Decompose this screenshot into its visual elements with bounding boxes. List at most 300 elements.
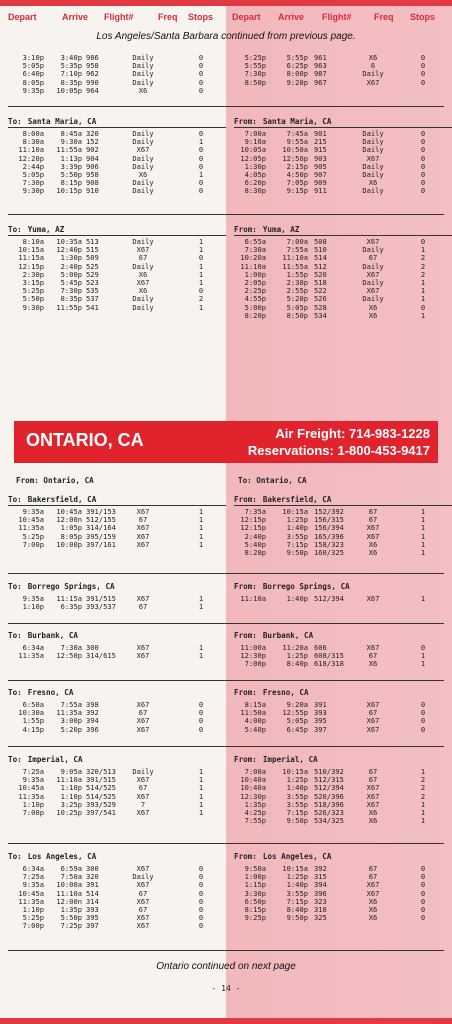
frequency: Daily — [132, 129, 154, 138]
depart-time: 5:00p — [244, 302, 266, 312]
flight-number: 525 — [86, 261, 99, 271]
arrive-time: 8:40p — [286, 904, 308, 914]
stops: 0 — [420, 708, 426, 718]
stops: 0 — [198, 85, 204, 95]
frequency: Daily — [362, 245, 384, 255]
frequency: X67 — [136, 539, 150, 549]
arrive-time: 7:30a — [60, 643, 82, 652]
frequency: X67 — [136, 807, 150, 817]
table-row — [234, 62, 452, 70]
stops: 1 — [420, 659, 426, 669]
table-row — [234, 914, 452, 922]
route-prefix: From: — [234, 117, 257, 126]
frequency: X67 — [136, 921, 150, 931]
frequency: X67 — [366, 77, 380, 87]
frequency: X67 — [366, 531, 380, 541]
table-row — [234, 595, 452, 603]
continuation-left — [8, 52, 226, 95]
section-from-santa-maria — [234, 116, 452, 196]
table-row — [234, 898, 452, 906]
route-name: Burbank, CA — [27, 631, 79, 640]
arrive-time: 7:55a — [60, 700, 82, 709]
flight-number: 963 — [314, 61, 327, 71]
arrive-time: 11:10a — [56, 775, 82, 785]
depart-time: 7:35a — [244, 507, 266, 516]
frequency: X67 — [136, 716, 150, 726]
schedule-rows — [234, 768, 452, 825]
flight-number: 156/315 — [314, 515, 344, 525]
flight-number: 394 — [86, 716, 99, 726]
depart-time: 6:34a — [22, 643, 44, 652]
stops: 1 — [198, 791, 204, 801]
flight-number: 510/392 — [314, 767, 344, 776]
depart-time: 10:40a — [240, 775, 266, 785]
depart-time: 8:50p — [244, 77, 266, 87]
table-row — [234, 709, 452, 717]
frequency: X6 — [138, 269, 148, 279]
frequency: X6 — [368, 53, 378, 62]
route-name: Los Angeles, CA — [262, 852, 332, 861]
depart-time: 2:25p — [244, 286, 266, 296]
table-row — [234, 726, 452, 734]
stops: 1 — [198, 539, 204, 549]
frequency: X67 — [136, 531, 150, 541]
flight-number: 393 — [86, 904, 99, 914]
header-arrive-left: Arrive — [62, 12, 89, 22]
stops: 0 — [198, 724, 204, 734]
arrive-time: 1:35p — [60, 904, 82, 914]
frequency: Daily — [132, 178, 154, 188]
frequency: X6 — [368, 896, 378, 906]
depart-time: 6:20p — [244, 178, 266, 188]
stops: 0 — [198, 186, 204, 196]
table-row — [234, 279, 452, 287]
frequency: X67 — [366, 237, 380, 246]
flight-number: 397 — [86, 921, 99, 931]
stops: 1 — [420, 767, 426, 776]
arrive-time: 1:05p — [60, 523, 82, 533]
depart-time: 11:35a — [18, 651, 44, 661]
frequency: Daily — [362, 294, 384, 304]
depart-time: 7:30p — [22, 178, 44, 188]
flight-number: 608/315 — [314, 651, 344, 661]
flight-number: 528 — [314, 302, 327, 312]
route-name: Yuma, AZ — [262, 225, 300, 234]
table-row — [234, 130, 452, 138]
flight-number: 392 — [86, 708, 99, 718]
frequency: X67 — [366, 153, 380, 163]
frequency: X67 — [136, 896, 150, 906]
table-row — [8, 809, 226, 817]
depart-time: 4:05p — [244, 169, 266, 179]
flight-number: 314/164 — [86, 523, 116, 533]
arrive-time: 1:30p — [60, 253, 82, 263]
frequency: Daily — [132, 767, 154, 776]
depart-time: 7:00a — [244, 767, 266, 776]
section-to-santa-maria — [8, 116, 226, 196]
table-row — [234, 146, 452, 154]
table-row — [234, 865, 452, 873]
depart-time: 10:20a — [240, 253, 266, 263]
route-title — [8, 851, 226, 863]
stops: 0 — [420, 302, 426, 312]
arrive-time: 11:55p — [56, 302, 82, 312]
table-row — [234, 263, 452, 271]
depart-time: 9:35a — [22, 880, 44, 890]
stops: 0 — [198, 864, 204, 873]
frequency: X6 — [368, 659, 378, 669]
section-divider — [8, 746, 444, 747]
table-row — [8, 922, 226, 930]
arrive-time: 11:15a — [56, 594, 82, 603]
frequency: 67 — [368, 708, 378, 718]
arrive-time: 10:15a — [282, 864, 308, 873]
section-from-imperial — [234, 754, 452, 825]
flight-number: 962 — [86, 69, 99, 79]
route-title — [8, 581, 226, 593]
flight-number: 534/325 — [314, 816, 344, 826]
header-depart-left: Depart — [8, 12, 37, 22]
frequency: 67 — [138, 888, 148, 898]
flight-number: 911 — [314, 186, 327, 196]
arrive-time: 7:55a — [286, 245, 308, 255]
frequency: X67 — [366, 880, 380, 890]
table-row — [234, 549, 452, 557]
stops: 0 — [198, 61, 204, 71]
flight-number: 512/315 — [314, 775, 344, 785]
arrive-time: 5:55p — [286, 53, 308, 62]
flight-number: 391 — [86, 880, 99, 890]
depart-time: 12:30p — [240, 791, 266, 801]
arrive-time: 7:45a — [286, 129, 308, 138]
table-row — [234, 70, 452, 78]
header-freq-left: Freq — [158, 12, 178, 22]
depart-time: 5:50p — [22, 294, 44, 304]
depart-time: 5:05p — [22, 61, 44, 71]
flight-number: 513 — [86, 237, 99, 246]
frequency: Daily — [362, 161, 384, 171]
stops: 1 — [198, 594, 204, 603]
frequency: Daily — [132, 53, 154, 62]
flight-number: 323 — [314, 896, 327, 906]
depart-time: 5:55p — [244, 61, 266, 71]
depart-time: 3:10p — [22, 53, 44, 62]
flight-number: 156/394 — [314, 523, 344, 533]
depart-time: 8:00a — [22, 129, 44, 138]
arrive-time: 11:35a — [56, 708, 82, 718]
stops: 1 — [420, 277, 426, 287]
arrive-time: 9:30a — [60, 137, 82, 147]
frequency: 67 — [138, 253, 148, 263]
flight-number: 537 — [86, 294, 99, 304]
stops: 1 — [198, 523, 204, 533]
depart-time: 10:15a — [18, 245, 44, 255]
route-prefix: From: — [234, 852, 257, 861]
flight-number: 987 — [314, 69, 327, 79]
table-row — [234, 179, 452, 187]
table-row — [234, 295, 452, 303]
flight-number: 909 — [314, 178, 327, 188]
arrive-time: 10:45a — [56, 507, 82, 516]
route-name: Fresno, CA — [27, 688, 74, 697]
flight-number: 520 — [314, 269, 327, 279]
section-to-los-angeles — [8, 851, 226, 931]
column-header-row — [0, 12, 452, 26]
frequency: Daily — [132, 294, 154, 304]
section-divider — [8, 106, 444, 107]
depart-time: 1:10p — [22, 602, 44, 612]
depart-time: 9:30p — [22, 302, 44, 312]
route-name: Imperial, CA — [262, 755, 318, 764]
arrive-time: 10:15a — [282, 767, 308, 776]
arrive-time: 7:05p — [286, 178, 308, 188]
stops: 1 — [198, 269, 204, 279]
flight-number: 152 — [86, 137, 99, 147]
arrive-time: 7:10p — [60, 69, 82, 79]
depart-time: 8:20p — [244, 310, 266, 320]
arrive-time: 7:30p — [60, 286, 82, 296]
stops: 2 — [420, 269, 426, 279]
depart-time: 11:35a — [18, 523, 44, 533]
flight-number: 160/325 — [314, 547, 344, 557]
arrive-time: 3:55p — [286, 799, 308, 809]
frequency: X67 — [136, 523, 150, 533]
depart-time: 6:55a — [244, 237, 266, 246]
table-row — [234, 155, 452, 163]
stops: 1 — [198, 651, 204, 661]
arrive-time: 12:55p — [282, 708, 308, 718]
frequency: Daily — [132, 237, 154, 246]
depart-time: 2:05p — [244, 277, 266, 287]
stops: 1 — [198, 507, 204, 516]
stops: 0 — [198, 286, 204, 296]
depart-time: 9:35p — [22, 85, 44, 95]
stops: 0 — [198, 69, 204, 79]
route-title — [8, 224, 226, 236]
schedule-rows — [234, 701, 452, 734]
route-prefix: To: — [8, 852, 22, 861]
flight-number: 990 — [86, 77, 99, 87]
flight-number: 320 — [86, 129, 99, 138]
depart-time: 1:10p — [22, 904, 44, 914]
table-row — [234, 238, 452, 246]
depart-time: 7:00a — [244, 129, 266, 138]
flight-number: 522 — [314, 286, 327, 296]
route-prefix: From: — [234, 582, 257, 591]
arrive-time: 7:50a — [60, 872, 82, 882]
frequency: Daily — [362, 129, 384, 138]
frequency: X67 — [136, 507, 150, 516]
arrive-time: 9:50p — [286, 816, 308, 826]
depart-time: 8:20p — [244, 547, 266, 557]
arrive-time: 1:40p — [286, 783, 308, 793]
table-row — [234, 138, 452, 146]
section-to-burbank — [8, 630, 226, 660]
arrive-time: 10:35a — [56, 237, 82, 246]
frequency: X67 — [366, 286, 380, 296]
depart-time: 5:25p — [244, 53, 266, 62]
frequency: X6 — [138, 286, 148, 296]
route-title — [234, 494, 452, 506]
stops: 0 — [198, 161, 204, 171]
table-row — [234, 881, 452, 889]
route-prefix: To: — [8, 582, 22, 591]
frequency: X67 — [136, 643, 150, 652]
header-freq-right: Freq — [374, 12, 394, 22]
depart-time: 5:05p — [22, 169, 44, 179]
section-to-imperial — [8, 754, 226, 817]
arrive-time: 9:20p — [286, 77, 308, 87]
frequency: Daily — [362, 137, 384, 147]
route-title — [234, 851, 452, 863]
arrive-time: 5:50p — [60, 169, 82, 179]
flight-number: 395 — [314, 716, 327, 726]
frequency: Daily — [362, 69, 384, 79]
section-divider — [8, 950, 444, 951]
table-row — [8, 304, 226, 312]
frequency: 67 — [368, 507, 378, 516]
table-row — [234, 163, 452, 171]
schedule-rows — [8, 595, 226, 611]
flight-number: 391/515 — [86, 775, 116, 785]
flight-number: 314/615 — [86, 651, 116, 661]
depart-time: 5:40p — [244, 724, 266, 734]
frequency: 67 — [368, 872, 378, 882]
frequency: 67 — [368, 775, 378, 785]
stops: 0 — [420, 53, 426, 62]
frequency: X67 — [366, 799, 380, 809]
flight-number: 964 — [86, 85, 99, 95]
arrive-time: 8:50p — [286, 310, 308, 320]
depart-time: 1:55p — [22, 716, 44, 726]
route-prefix: To: — [8, 755, 22, 764]
depart-time: 7:55p — [244, 816, 266, 826]
schedule-rows — [8, 701, 226, 734]
flight-number: 903 — [314, 153, 327, 163]
stops: 1 — [420, 799, 426, 809]
frequency: X67 — [366, 724, 380, 734]
section-from-bakersfield — [234, 494, 452, 557]
flight-number: 910 — [86, 186, 99, 196]
frequency: 67 — [368, 515, 378, 525]
frequency: Daily — [132, 302, 154, 312]
depart-time: 12:15p — [240, 523, 266, 533]
arrive-time: 7:00a — [286, 237, 308, 246]
header-flight-left: Flight# — [104, 12, 134, 22]
arrive-time: 9:50p — [286, 547, 308, 557]
flight-number: 902 — [86, 145, 99, 155]
arrive-time: 1:10p — [60, 783, 82, 793]
stops: 1 — [198, 783, 204, 793]
frequency: Daily — [132, 77, 154, 87]
frequency: Daily — [132, 872, 154, 882]
frequency: 67 — [138, 708, 148, 718]
arrive-time: 9:50p — [286, 913, 308, 923]
stops: 0 — [198, 53, 204, 62]
table-row — [234, 171, 452, 179]
route-title — [8, 494, 226, 506]
arrive-time: 11:55a — [56, 145, 82, 155]
stops: 0 — [420, 161, 426, 171]
arrive-time: 12:50p — [56, 651, 82, 661]
flight-number: 318 — [314, 904, 327, 914]
flight-number: 908 — [86, 178, 99, 188]
stops: 1 — [198, 643, 204, 652]
table-row — [234, 906, 452, 914]
stops: 1 — [198, 302, 204, 312]
route-title — [234, 687, 452, 699]
route-title — [234, 224, 452, 236]
frequency: X67 — [136, 277, 150, 287]
flight-number: 396 — [314, 888, 327, 898]
stops: 1 — [198, 245, 204, 255]
flight-number: 512 — [314, 261, 327, 271]
stops: 0 — [198, 145, 204, 155]
depart-time: 8:10a — [22, 237, 44, 246]
stops: 0 — [420, 237, 426, 246]
arrive-time: 10:00a — [56, 880, 82, 890]
table-row — [234, 873, 452, 881]
schedule-rows — [234, 54, 452, 87]
route-title — [8, 754, 226, 766]
flight-number: 395/159 — [86, 531, 116, 541]
arrive-time: 3:55p — [286, 531, 308, 541]
arrive-time: 11:10a — [56, 888, 82, 898]
stops: 0 — [198, 77, 204, 87]
arrive-time: 11:20a — [282, 643, 308, 652]
route-prefix: From: — [234, 495, 257, 504]
stops: 0 — [420, 724, 426, 734]
frequency: Daily — [362, 169, 384, 179]
table-row — [234, 246, 452, 254]
flight-number: 398 — [86, 700, 99, 709]
section-from-borrego-springs — [234, 581, 452, 603]
depart-time: 3:15p — [22, 277, 44, 287]
arrive-time: 8:35p — [60, 77, 82, 87]
frequency: 67 — [368, 651, 378, 661]
flight-number: 397/541 — [86, 807, 116, 817]
depart-time: 5:40p — [244, 539, 266, 549]
route-title — [234, 754, 452, 766]
frequency: X67 — [366, 783, 380, 793]
depart-time: 6:40p — [22, 69, 44, 79]
frequency: Daily — [362, 186, 384, 196]
table-row — [234, 287, 452, 295]
frequency: X67 — [366, 643, 380, 652]
depart-time: 9:35a — [22, 507, 44, 516]
arrive-time: 6:35p — [60, 602, 82, 612]
depart-time: 10:30a — [18, 708, 44, 718]
depart-time: 9:25p — [244, 913, 266, 923]
frequency: X67 — [136, 594, 150, 603]
flight-number: 391/153 — [86, 507, 116, 516]
arrive-time: 6:59a — [60, 864, 82, 873]
arrive-time: 4:50p — [286, 169, 308, 179]
depart-time: 7:25a — [22, 872, 44, 882]
depart-time: 11:00a — [240, 643, 266, 652]
frequency: 67 — [138, 602, 148, 612]
banner-city: ONTARIO, CA — [26, 430, 144, 450]
depart-time: 11:35a — [18, 791, 44, 801]
route-prefix: To: — [8, 688, 22, 697]
depart-time: 1:30p — [244, 161, 266, 171]
depart-time: 3:30p — [244, 888, 266, 898]
flight-number: 512/394 — [314, 783, 344, 793]
arrive-time: 5:05p — [286, 716, 308, 726]
origin-label-left: From: Ontario, CA — [16, 476, 94, 485]
arrive-time: 12:40p — [56, 245, 82, 255]
flight-number: 215 — [314, 137, 327, 147]
